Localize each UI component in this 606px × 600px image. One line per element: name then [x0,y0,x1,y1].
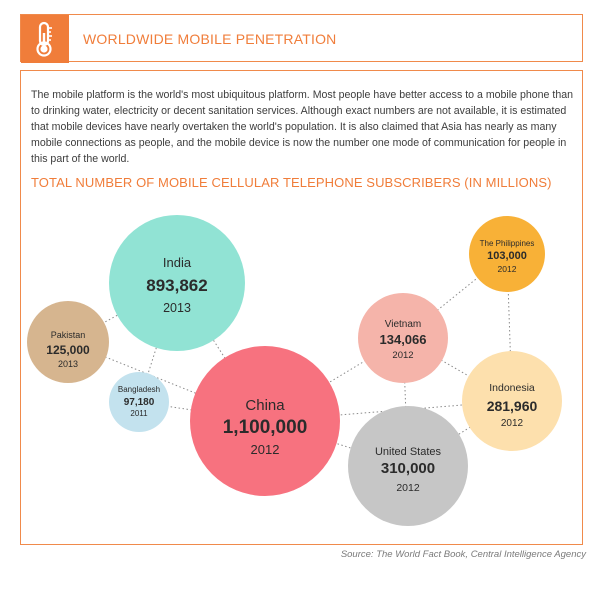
bubble-value: 893,862 [146,276,208,295]
page-title: WORLDWIDE MOBILE PENETRATION [83,31,337,47]
bubble-value: 125,000 [46,343,90,357]
bubble-country: Indonesia [489,382,535,394]
bubble-value: 103,000 [487,250,527,262]
source-citation: Source: The World Fact Book, Central Intelligence Agency [340,549,586,560]
chart-title: TOTAL NUMBER OF MOBILE CELLULAR TELEPHONE SUBSCRIBERS (IN MILLIONS) [31,175,552,190]
bubble-country: United States [374,446,442,458]
bubble-country: Vietnam [384,319,422,330]
bubble-value: 310,000 [380,460,436,477]
bubble-country: The Philippines [479,239,535,248]
intro-paragraph: The mobile platform is the world's most ubiquitous platform. Most people have better access to a mobile phone than to drinking water, electricity or decent sanitation services. Although exact numbers are not available, it is estimated that mobile devices have nearly overtaken the world's population. It is also claimed that Asia has nearly as many mobile connections as people, and the mobile device is now the number one mode of communication for people in this part of the world. [31,89,573,165]
bubble-country: Pakistan [50,330,86,340]
bubble-value: 97,180 [123,397,155,408]
bubble-year: 2012 [497,264,517,274]
bubble-value: 281,960 [486,398,538,414]
bubble-country: India [162,255,192,270]
bubble-year: 2012 [392,350,414,361]
bubble-value: 1,100,000 [222,417,308,438]
bubble-country: Bangladesh [117,385,161,394]
bubble-year: 2013 [163,301,191,315]
bubble-year: 2013 [57,359,79,369]
bubble-value: 134,066 [379,332,427,347]
bubble-year: 2012 [250,442,280,457]
bubble-year: 2012 [500,418,524,429]
bubble-year: 2012 [396,482,420,494]
bubble-year: 2011 [130,409,148,418]
bubble-country: China [245,397,285,414]
bubble-pakistan [27,301,109,383]
